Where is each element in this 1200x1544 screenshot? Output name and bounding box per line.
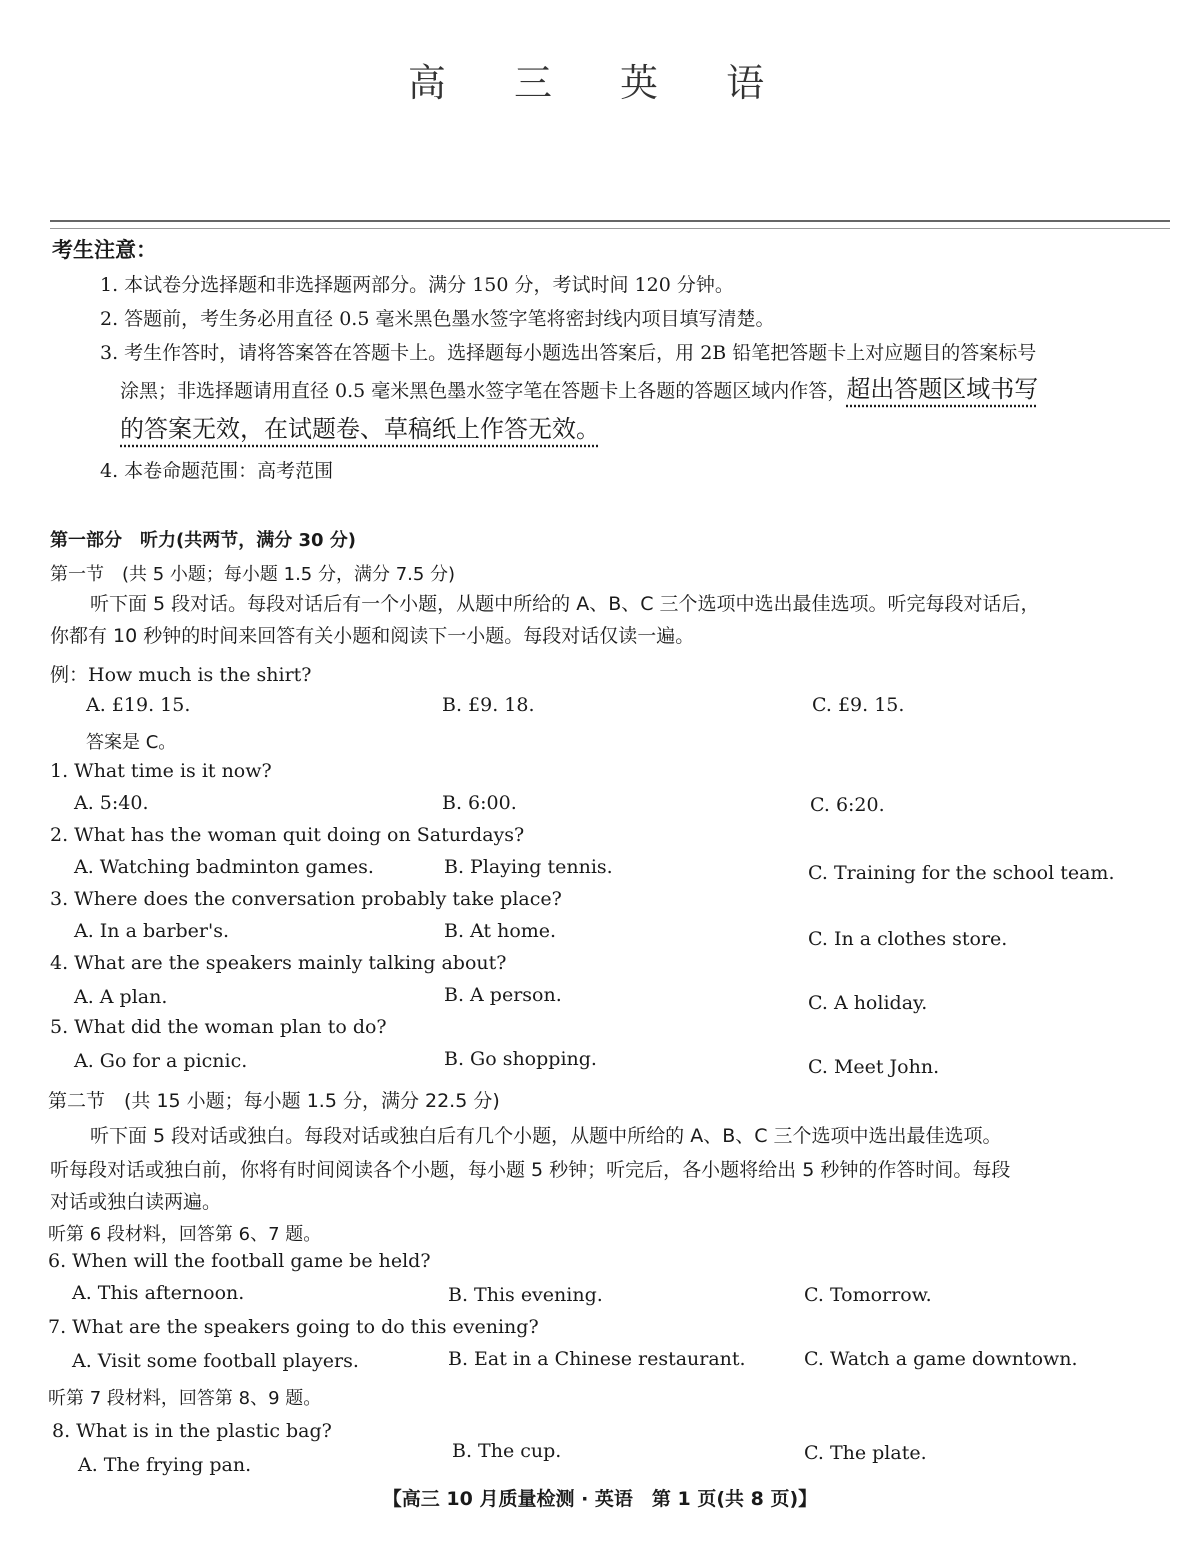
q5-option-c: C. Meet John. [808, 1056, 940, 1078]
section1-heading: 第一节 (共 5 小题；每小题 1.5 分，满分 7.5 分) [50, 564, 456, 585]
q7-option-c: C. Watch a game downtown. [804, 1348, 1078, 1370]
notice-item-3-text: 涂黑；非选择题请用直径 0.5 毫米黑色墨水签字笔在答题卡上各题的答题区域内作答， [120, 380, 847, 402]
section2-instructions-line2: 听每段对话或独白前，你将有时间阅读各个小题，每小题 5 秒钟；听完后，各小题将给出 5 秒钟的作答时间。每段 [50, 1159, 1011, 1181]
section2-instructions-line3: 对话或独白读两遍。 [50, 1191, 222, 1213]
notice-item-3-line1: 3. 考生作答时，请将答案答在答题卡上。选择题每小题选出答案后，用 2B 铅笔把答题卡上对应题目的答案标号 [100, 342, 1037, 364]
notice-item-2: 2. 答题前，考生务必用直径 0.5 毫米黑色墨水签字笔将密封线内项目填写清楚。 [100, 308, 775, 330]
page-footer: 【高三 10 月质量检测 · 英语 第 1 页(共 8 页)】 [382, 1488, 818, 1510]
question-3: 3. Where does the conversation probably take place? [50, 888, 562, 910]
q8-option-b: B. The cup. [452, 1440, 562, 1462]
section2-heading: 第二节 (共 15 小题；每小题 1.5 分，满分 22.5 分) [48, 1090, 500, 1112]
part1-heading: 第一部分 听力(共两节，满分 30 分) [50, 530, 357, 551]
notice-item-3-emphasis: 超出答题区域书写 [846, 375, 1039, 403]
section2-instructions-line1: 听下面 5 段对话或独白。每段对话或独白后有几个小题，从题中所给的 A、B、C 三个选项中选出最佳选项。 [90, 1125, 1002, 1147]
q2-option-a: A. Watching badminton games. [74, 856, 374, 878]
example-option-a: A. £19. 15. [86, 694, 191, 716]
q6-option-c: C. Tomorrow. [804, 1284, 932, 1306]
example-option-b: B. £9. 18. [442, 694, 535, 716]
notice-item-3-line2 [120, 374, 1180, 406]
q1-option-b: B. 6:00. [442, 792, 517, 814]
notice-heading: 考生注意： [52, 238, 157, 262]
notice-item-1: 1. 本试卷分选择题和非选择题两部分。满分 150 分，考试时间 120 分钟。 [100, 274, 734, 296]
q4-option-c: C. A holiday. [808, 992, 928, 1014]
example-answer: 答案是 C。 [86, 732, 177, 753]
question-5: 5. What did the woman plan to do? [50, 1016, 387, 1038]
section1-instructions-line2: 你都有 10 秒钟的时间来回答有关小题和阅读下一小题。每段对话仅读一遍。 [50, 625, 695, 647]
question-8: 8. What is in the plastic bag? [52, 1420, 332, 1442]
q1-option-c: C. 6:20. [810, 794, 885, 816]
q5-option-a: A. Go for a picnic. [74, 1050, 248, 1072]
q2-option-c: C. Training for the school team. [808, 862, 1115, 884]
notice-item-3-line3: 的答案无效，在试题卷、草稿纸上作答无效。 [120, 415, 600, 443]
listen-material-6: 听第 6 段材料，回答第 6、7 题。 [48, 1224, 322, 1245]
q4-option-a: A. A plan. [74, 986, 168, 1008]
q3-option-b: B. At home. [444, 920, 557, 942]
q8-option-a: A. The frying pan. [78, 1454, 252, 1476]
listen-material-7: 听第 7 段材料，回答第 8、9 题。 [48, 1388, 322, 1409]
q1-option-a: A. 5:40. [74, 792, 149, 814]
q4-option-b: B. A person. [444, 984, 562, 1006]
q6-option-b: B. This evening. [448, 1284, 603, 1306]
q8-option-c: C. The plate. [804, 1442, 927, 1464]
question-2: 2. What has the woman quit doing on Saturdays? [50, 824, 525, 846]
q7-option-a: A. Visit some football players. [72, 1350, 359, 1372]
q5-option-b: B. Go shopping. [444, 1048, 597, 1070]
question-4: 4. What are the speakers mainly talking about? [50, 952, 507, 974]
example-question: 例：How much is the shirt? [50, 664, 312, 686]
notice-item-4: 4. 本卷命题范围：高考范围 [100, 460, 334, 482]
example-option-c: C. £9. 15. [812, 694, 905, 716]
q7-option-b: B. Eat in a Chinese restaurant. [448, 1348, 746, 1370]
section1-instructions-line1: 听下面 5 段对话。每段对话后有一个小题，从题中所给的 A、B、C 三个选项中选出最佳选项。听完每段对话后， [90, 593, 1040, 615]
q2-option-b: B. Playing tennis. [444, 856, 613, 878]
q6-option-a: A. This afternoon. [72, 1282, 245, 1304]
question-6: 6. When will the football game be held? [48, 1250, 431, 1272]
q3-option-c: C. In a clothes store. [808, 928, 1008, 950]
header-divider [50, 220, 1170, 229]
question-1: 1. What time is it now? [50, 760, 272, 782]
question-7: 7. What are the speakers going to do this evening? [48, 1316, 539, 1338]
q3-option-a: A. In a barber's. [74, 920, 230, 942]
exam-title: 高 三 英 语 [407, 61, 793, 105]
